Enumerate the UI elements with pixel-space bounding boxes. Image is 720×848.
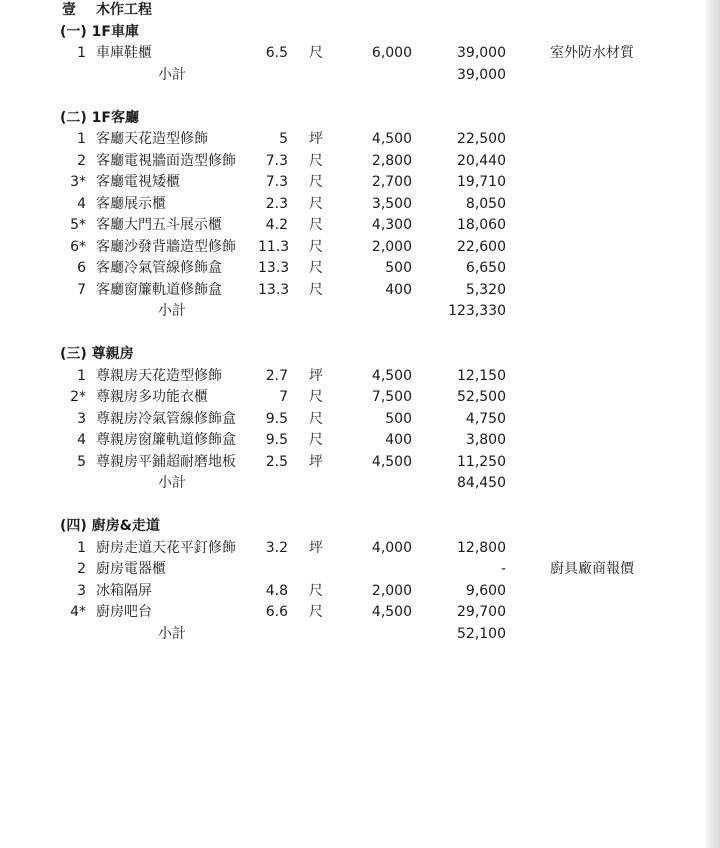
item-total: 6,650 (465, 260, 506, 276)
line-item-row (0, 237, 706, 259)
item-name: 廚房電器櫃 (96, 561, 166, 577)
item-number: 3* (70, 174, 86, 190)
item-unit: 尺 (309, 195, 323, 212)
item-quantity: 4.8 (265, 582, 288, 599)
line-item-row (0, 538, 706, 560)
item-number: 2* (70, 389, 86, 405)
item-name: 尊親房窗簾軌道修飾盒 (96, 432, 236, 448)
item-total: 3,800 (465, 432, 506, 448)
item-number: 1 (77, 539, 86, 556)
item-number: 1 (77, 45, 86, 61)
line-item-row (0, 366, 706, 388)
line-item-row (0, 581, 706, 603)
page-edge-shadow (706, 0, 720, 848)
item-number: 5* (70, 217, 86, 233)
item-unit: 坪 (309, 367, 323, 384)
item-unit: 尺 (309, 281, 323, 298)
item-unit: 尺 (309, 389, 323, 405)
document-title (0, 0, 706, 22)
item-unit-price: 7,500 (371, 389, 412, 405)
line-item-row (0, 43, 706, 65)
item-quantity: 2.5 (265, 453, 288, 470)
section-label: (二) 1F客廳 (60, 109, 139, 126)
subtotal-row (0, 65, 706, 87)
section-label: (四) 廚房&走道 (60, 518, 160, 534)
item-total: - (500, 561, 506, 577)
item-name: 廚房吧台 (96, 604, 152, 620)
section-heading (0, 22, 706, 44)
item-quantity: 2.3 (265, 195, 288, 212)
line-item-row (0, 559, 706, 581)
item-name: 客廳大門五斗展示櫃 (96, 217, 222, 233)
item-unit-price: 2,700 (371, 174, 412, 190)
item-unit: 坪 (309, 539, 323, 556)
item-unit-price: 400 (385, 281, 412, 298)
item-name: 客廳冷氣管線修飾盒 (96, 260, 222, 276)
subtotal-label: 小計 (158, 66, 186, 83)
item-unit: 尺 (309, 432, 323, 448)
item-name: 尊親房平鋪超耐磨地板 (96, 453, 236, 470)
item-unit-price: 4,000 (371, 539, 412, 556)
item-total: 8,050 (465, 195, 506, 212)
item-unit-price: 2,000 (371, 582, 412, 599)
subtotal-label: 小計 (158, 303, 186, 319)
line-item-row (0, 129, 706, 151)
item-total: 19,710 (457, 174, 506, 190)
item-number: 1 (77, 131, 86, 147)
subtotal-row (0, 473, 706, 495)
item-unit-price: 2,800 (371, 152, 412, 169)
item-number: 3 (77, 410, 86, 427)
section-label: (三) 尊親房 (60, 346, 134, 362)
item-name: 廚房走道天花平釘修飾 (96, 539, 236, 556)
item-unit-price: 4,500 (371, 604, 412, 620)
item-unit-price: 4,500 (371, 367, 412, 384)
item-note: 室外防水材質 (550, 45, 634, 61)
item-number: 2 (77, 561, 86, 577)
item-quantity: 7 (279, 389, 288, 405)
item-name: 車庫鞋櫃 (96, 45, 152, 61)
section-heading (0, 516, 706, 538)
item-quantity: 5 (279, 131, 288, 147)
item-unit-price: 4,500 (371, 453, 412, 470)
item-name: 客廳沙發背牆造型修飾 (96, 238, 236, 255)
item-name: 客廳窗簾軌道修飾盒 (96, 281, 222, 298)
item-total: 22,600 (457, 238, 506, 255)
item-total: 9,600 (465, 582, 506, 599)
item-unit: 尺 (309, 238, 323, 255)
item-number: 4* (70, 604, 86, 620)
item-unit-price: 3,500 (371, 195, 412, 212)
item-number: 5 (77, 453, 86, 470)
section-spacer (0, 86, 706, 108)
item-name: 客廳展示櫃 (96, 195, 166, 212)
item-name: 客廳電視牆面造型修飾 (96, 152, 236, 169)
item-number: 6* (70, 238, 86, 255)
line-item-row (0, 151, 706, 173)
line-item-row (0, 409, 706, 431)
item-total: 12,150 (457, 367, 506, 384)
subtotal-value: 123,330 (448, 303, 506, 319)
item-total: 39,000 (457, 45, 506, 61)
subtotal-value: 84,450 (457, 475, 506, 491)
item-unit-price: 6,000 (371, 45, 412, 61)
item-quantity: 6.6 (265, 604, 288, 620)
title-number: 壹 (62, 2, 76, 18)
item-unit-price: 4,300 (371, 217, 412, 233)
item-quantity: 13.3 (258, 260, 290, 276)
item-name: 冰箱隔屏 (96, 582, 152, 599)
sections-container (0, 22, 706, 646)
line-item-row (0, 172, 706, 194)
subtotal-row (0, 301, 706, 323)
subtotal-label: 小計 (158, 625, 186, 642)
item-total: 18,060 (457, 217, 506, 233)
title-name: 木作工程 (96, 2, 152, 18)
item-quantity: 13.3 (258, 281, 290, 298)
line-item-row (0, 452, 706, 474)
item-unit: 尺 (309, 152, 323, 169)
item-number: 3 (77, 582, 86, 599)
item-quantity: 11.3 (258, 238, 290, 255)
item-total: 52,500 (457, 389, 506, 405)
item-name: 客廳電視矮櫃 (96, 174, 180, 190)
item-number: 6 (77, 260, 86, 276)
section-heading (0, 108, 706, 130)
line-item-row (0, 258, 706, 280)
item-unit-price: 2,000 (371, 238, 412, 255)
line-item-row (0, 215, 706, 237)
item-unit: 尺 (309, 410, 323, 427)
item-unit: 尺 (309, 45, 323, 61)
item-total: 20,440 (457, 152, 506, 169)
item-total: 4,750 (465, 410, 506, 427)
subtotal-value: 52,100 (457, 625, 506, 642)
item-total: 12,800 (457, 539, 506, 556)
item-number: 1 (77, 367, 86, 384)
item-number: 7 (77, 281, 86, 298)
item-note: 廚具廠商報價 (550, 561, 634, 577)
section-heading (0, 344, 706, 366)
item-name: 尊親房冷氣管線修飾盒 (96, 410, 236, 427)
item-total: 11,250 (457, 453, 506, 470)
item-quantity: 4.2 (265, 217, 288, 233)
subtotal-value: 39,000 (457, 66, 506, 83)
line-item-row (0, 387, 706, 409)
item-unit: 尺 (309, 604, 323, 620)
line-item-row (0, 280, 706, 302)
item-quantity: 7.3 (265, 152, 288, 169)
item-unit-price: 400 (385, 432, 412, 448)
item-name: 客廳天花造型修飾 (96, 131, 208, 147)
item-unit-price: 500 (385, 260, 412, 276)
item-number: 2 (77, 152, 86, 169)
item-quantity: 9.5 (265, 432, 288, 448)
item-unit: 尺 (309, 174, 323, 190)
line-item-row (0, 602, 706, 624)
item-total: 5,320 (465, 281, 506, 298)
item-name: 尊親房天花造型修飾 (96, 367, 222, 384)
item-name: 尊親房多功能衣櫃 (96, 389, 208, 405)
line-item-row (0, 430, 706, 452)
item-total: 22,500 (457, 131, 506, 147)
item-number: 4 (77, 195, 86, 212)
item-unit: 坪 (309, 131, 323, 147)
item-quantity: 9.5 (265, 410, 288, 427)
item-quantity: 2.7 (265, 367, 288, 384)
item-quantity: 7.3 (265, 174, 288, 190)
item-total: 29,700 (457, 604, 506, 620)
section-label: (一) 1F車庫 (60, 23, 139, 40)
item-unit: 坪 (309, 453, 323, 470)
item-number: 4 (77, 432, 86, 448)
item-quantity: 3.2 (265, 539, 288, 556)
subtotal-label: 小計 (158, 475, 186, 491)
item-unit: 尺 (309, 582, 323, 599)
subtotal-row (0, 624, 706, 646)
section-spacer (0, 323, 706, 345)
line-item-row (0, 194, 706, 216)
item-unit-price: 500 (385, 410, 412, 427)
section-spacer (0, 495, 706, 517)
item-quantity: 6.5 (265, 45, 288, 61)
item-unit: 尺 (309, 260, 323, 276)
item-unit: 尺 (309, 217, 323, 233)
item-unit-price: 4,500 (371, 131, 412, 147)
